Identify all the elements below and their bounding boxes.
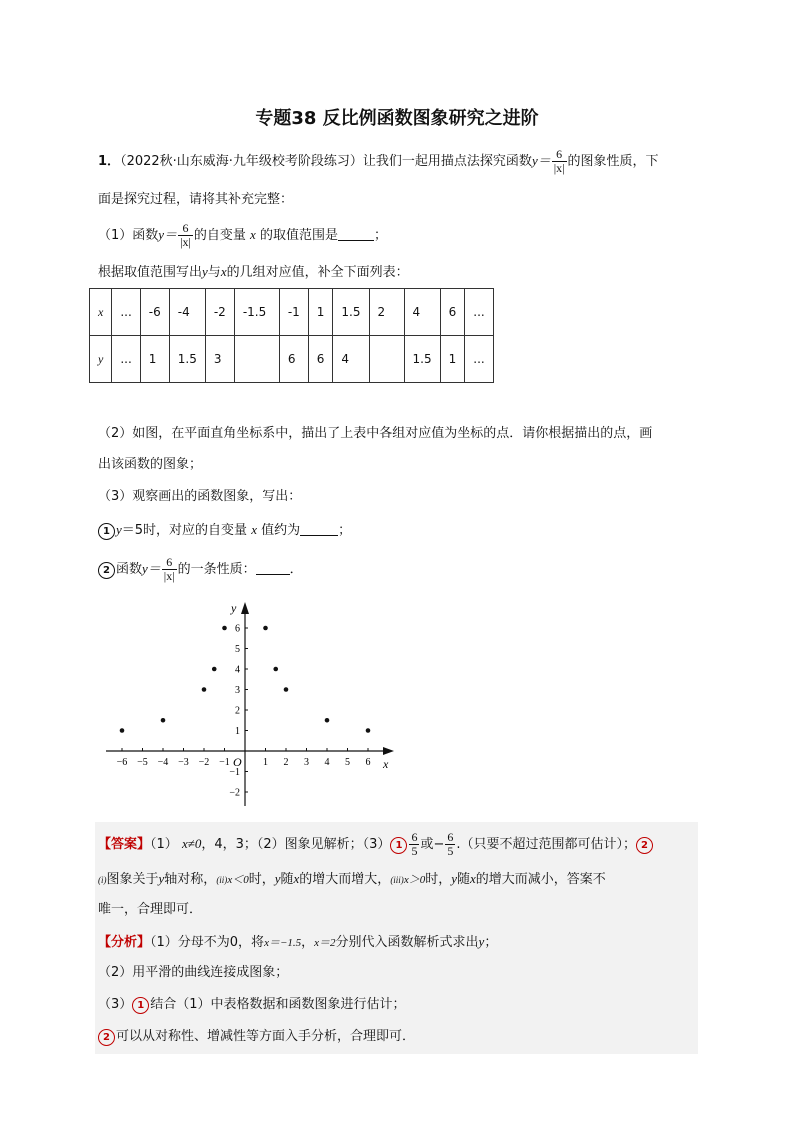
data-point [273,667,278,672]
data-point [202,687,207,692]
answer-line3: 唯一，合理即可． [98,902,203,917]
x-tick-label: 2 [283,757,289,768]
table-cell: -6 [140,289,169,336]
data-point [222,626,227,631]
table-cell: 2 [369,289,404,336]
table-cell: -2 [205,289,234,336]
table-cell: ... [112,289,140,336]
table-cell: 1.5 [404,336,440,383]
y-equals: y＝ [531,153,551,168]
table-cell: ... [465,289,493,336]
axes [106,602,394,806]
table-cell: 6 [279,336,308,383]
analysis-tag: 【分析】 [98,935,151,950]
y-tick-label: 5 [235,644,240,655]
table-cell: 6 [308,336,333,383]
table-cell: ... [112,336,140,383]
table-cell: 1.5 [333,289,369,336]
answer-circle-2: 2 [636,837,653,854]
table-cell: 1 [440,336,465,383]
intro-line2: 面是探究过程，请将其补充完整： [98,192,294,207]
data-point [161,718,166,723]
table-header-y: y [90,336,112,383]
tick-labels [117,601,389,799]
table-cell: 1.5 [169,336,205,383]
analysis-line4: 2 可以从对称性、增减性等方面入手分析，合理即可． [98,1027,415,1047]
y-axis-label: y [231,601,237,615]
x-tick-label: −4 [157,757,169,768]
analysis-line2: （2）用平滑的曲线连接成图象； [98,965,289,980]
intro-end: 的图象性质，下 [567,154,659,169]
answer-blank-x[interactable] [300,521,338,536]
x-tick-label: −5 [137,757,148,768]
answer-tag: 【答案】 [98,837,151,852]
table-cell: -1.5 [234,289,279,336]
x-tick-label: 5 [345,757,350,768]
x-tick-label: 6 [365,757,371,768]
question-intro: 1．（2022秋·山东威海·九年级校考阶段练习）让我们一起用描点法探究函数y＝ $\frac{6}{|x|}$ 的图象性质，下 [98,147,659,175]
table-header-x: x [90,289,112,336]
origin-label: O [233,755,242,769]
analysis-circle-2: 2 [98,1029,115,1046]
x-tick-label: −2 [198,757,210,768]
x-tick-label: −1 [219,757,230,768]
table-cell: 6 [440,289,465,336]
y-axis-arrow [241,602,249,614]
analysis-line1: 【分析】（1）分母不为0，将x＝−1.5，x＝2分别代入函数解析式求出y； [98,934,498,950]
data-point [212,667,217,672]
intro-text: 让我们一起用描点法探究函数 [362,154,532,169]
x-axis-arrow [383,747,394,755]
answer-circle-1: 1 [390,837,407,854]
table-cell: 4 [333,336,369,383]
x-tick-label: 1 [263,757,268,768]
analysis-circle-1: 1 [132,997,149,1014]
table-cell-blank[interactable] [234,336,279,383]
y-tick-label: 3 [235,685,240,696]
question-number: 1 [98,154,108,169]
coordinate-graph [100,596,400,810]
table-intro: 根据取值范围写出y与x的几组对应值，补全下面列表： [98,264,409,280]
circled-number-2: 2 [98,562,115,579]
table-cell: 1 [308,289,333,336]
data-point [120,728,125,733]
part3-2-line: 2 函数y＝ $\frac{6}{|x|}$ 的一条性质： ． [98,556,303,583]
y-tick-label: 2 [235,705,240,717]
x-tick-label: −3 [178,757,189,768]
answer-blank-range[interactable] [338,226,374,241]
y-tick-label: 1 [235,726,240,737]
x-tick-label: −6 [116,757,128,768]
table-cell: -1 [279,289,308,336]
table-cell-blank[interactable] [369,336,404,383]
answer-blank-property[interactable] [256,560,290,575]
circled-number-1: 1 [98,523,115,540]
part3-1-line: 1 y＝5时，对应的自变量 x 值约为 ； [98,520,351,541]
values-table [89,288,494,383]
table-row-x [90,289,494,336]
part1-line: （1）函数y＝ $\frac{6}{|x|}$ 的自变量 x 的取值范围是 ； [98,221,387,249]
table-row-y [90,336,494,383]
part3-line: （3）观察画出的函数图象，写出： [98,489,302,504]
x-tick-label: 3 [304,757,309,768]
data-point [263,626,268,631]
data-point [366,728,371,733]
question-source: （2022秋·山东威海·九年级校考阶段练习） [120,154,363,169]
data-point [284,687,289,692]
y-tick-label: 6 [235,623,240,635]
analysis-line3: （3） 1 结合（1）中表格数据和函数图象进行估计； [98,997,406,1012]
table-cell: -4 [169,289,205,336]
y-tick-label: −1 [229,767,240,778]
table-cell: 1 [140,336,169,383]
page-title: 专题38 反比例函数图象研究之进阶 [255,108,539,129]
part2-line2: 出该函数的图象； [98,457,203,472]
data-point [325,718,330,723]
answer-line1: 【答案】（1） x≠0，4，3；（2）图象见解析；（3） 1 $\frac{6}{5}$ 或− $\frac{6}{5}$ .（只要不超过范围都可估计）； 2 [98,831,654,858]
table-cell: ... [465,336,493,383]
part2-line1: （2）如图，在平面直角坐标系中，描出了上表中各组对应值为坐标的点．请你根据描出的点，画 [98,426,653,441]
answer-line2: (i)图象关于y轴对称，(ii)x＜0时，y随x的增大而增大，(iii)x＞0时，y随x的增大而减小，答案不 [98,871,606,887]
function-fraction: $\frac{6}{|x|}$ [553,147,565,175]
y-tick-label: 4 [235,664,240,676]
table-cell: 4 [404,289,440,336]
table-cell: 3 [205,336,234,383]
x-tick-label: 4 [324,757,330,768]
y-tick-label: −2 [229,787,240,799]
x-axis-label: x [383,757,389,771]
